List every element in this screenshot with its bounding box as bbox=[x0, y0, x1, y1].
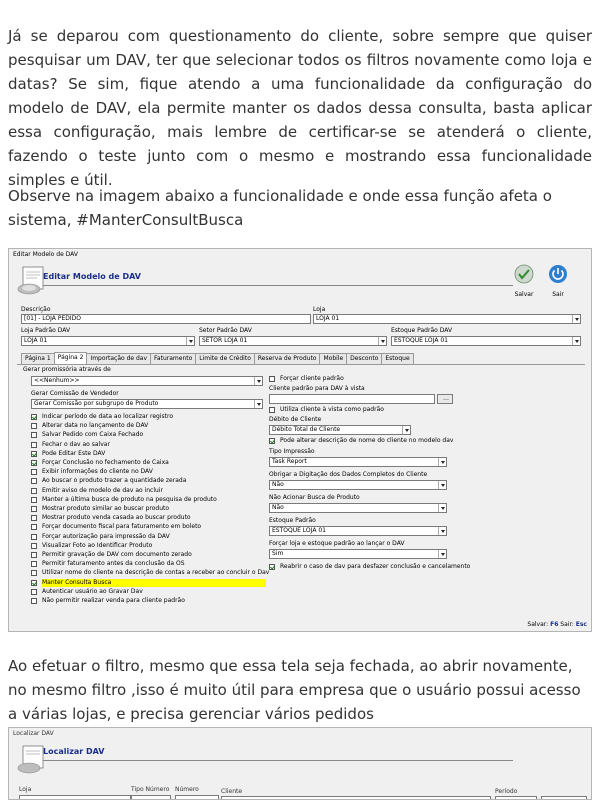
nao-acionar-label: Não Acionar Busca de Produto bbox=[269, 494, 360, 501]
forcar-cliente-label: Forçar cliente padrão bbox=[280, 375, 344, 382]
observe-paragraph: Observe na imagem abaixo a funcionalidade e onde essa função afeta o sistema, #ManterConsultBusca bbox=[8, 187, 552, 229]
tab-pagina-2[interactable]: Página 2 bbox=[54, 352, 88, 364]
estoque-padrao-right-value: ESTOQUE LOJA 01 bbox=[272, 527, 326, 534]
option-checkbox-row[interactable] bbox=[31, 580, 267, 588]
status-save-label: Salvar: bbox=[527, 621, 549, 628]
option-checkbox-label: Autenticar usuário ao Gravar Dav bbox=[42, 587, 143, 595]
forcar-loja-select[interactable] bbox=[269, 549, 447, 559]
option-checkbox-row[interactable] bbox=[31, 552, 267, 560]
chevron-down-icon bbox=[438, 527, 446, 535]
chevron-down-icon bbox=[254, 377, 262, 385]
option-checkbox-label: Utilizar nome do cliente na descrição de contas a receber ao concluir o Dav bbox=[42, 569, 270, 577]
tab-limite-credito[interactable]: Limite de Crédito bbox=[195, 353, 255, 364]
option-checkbox-row[interactable] bbox=[31, 506, 267, 514]
header-title-2: Localizar DAV bbox=[43, 747, 105, 756]
status-exit-label: Sair: bbox=[560, 621, 574, 628]
cliente-padrao-label: Cliente padrão para DAV à vista bbox=[269, 385, 365, 392]
checkbox[interactable] bbox=[31, 515, 37, 521]
checkbox[interactable] bbox=[269, 564, 275, 570]
tipo-numero-label: Tipo Número bbox=[131, 786, 170, 793]
obrigar-select[interactable] bbox=[269, 480, 447, 490]
ellipsis-button[interactable]: … bbox=[437, 394, 453, 404]
chevron-down-icon bbox=[378, 337, 386, 345]
promissoria-label: Gerar promissória através de bbox=[23, 366, 111, 373]
status-save-key: F6 bbox=[550, 621, 559, 628]
chevron-down-icon bbox=[572, 315, 580, 323]
save-icon bbox=[513, 263, 535, 285]
checkbox[interactable] bbox=[31, 552, 37, 558]
forcar-loja-value: Sim bbox=[272, 550, 284, 557]
chevron-down-icon bbox=[438, 481, 446, 489]
tab-pagina-1[interactable]: Página 1 bbox=[21, 353, 55, 364]
setor-padrao-value: SETOR LOJA 01 bbox=[202, 337, 248, 344]
forcar-cliente-checkbox[interactable] bbox=[269, 376, 505, 384]
cliente-label-2: Cliente bbox=[221, 788, 243, 795]
loja-padrao-select[interactable] bbox=[21, 336, 195, 346]
debito-value: Débito Total de Cliente bbox=[272, 426, 341, 433]
checkbox[interactable] bbox=[31, 423, 37, 429]
option-checkbox-row[interactable] bbox=[31, 478, 267, 486]
checkbox[interactable] bbox=[31, 488, 37, 494]
editar-modelo-dav-window bbox=[8, 248, 592, 632]
tab-reserva-produto[interactable]: Reserva de Produto bbox=[254, 353, 321, 364]
option-checkbox-row[interactable] bbox=[31, 497, 267, 505]
chevron-down-icon bbox=[254, 400, 262, 408]
checkbox[interactable] bbox=[31, 598, 37, 604]
window-title: Editar Modelo de DAV bbox=[13, 251, 79, 258]
chevron-down-icon bbox=[402, 426, 410, 434]
option-checkbox-row[interactable] bbox=[31, 543, 267, 551]
checkbox[interactable] bbox=[31, 460, 37, 466]
chevron-down-icon bbox=[438, 550, 446, 558]
nao-acionar-select[interactable] bbox=[269, 503, 447, 513]
estoque-padrao-right-label: Estoque Padrão bbox=[269, 517, 316, 524]
comissao-value: Gerar Comissão por subgrupo de Produto bbox=[34, 400, 159, 407]
tab-mobile[interactable]: Mobile bbox=[319, 353, 347, 364]
obrigar-label: Obrigar a Digitação dos Dados Completos do Cliente bbox=[269, 471, 428, 478]
estoque-padrao-right-select[interactable] bbox=[269, 526, 447, 536]
option-checkbox-label: Visualizar Foto ao Identificar Produto bbox=[42, 541, 153, 549]
option-checkbox-row[interactable] bbox=[31, 515, 267, 523]
checkbox[interactable] bbox=[31, 451, 37, 457]
chevron-down-icon bbox=[438, 458, 446, 466]
checkbox[interactable] bbox=[31, 534, 37, 540]
numero-label: Número bbox=[175, 786, 199, 793]
option-checkbox-label: Ao buscar o produto trazer a quantidade zerada bbox=[42, 477, 187, 485]
option-checkbox-row[interactable] bbox=[31, 423, 267, 431]
save-button[interactable] bbox=[509, 261, 539, 301]
utiliza-cliente-checkbox[interactable] bbox=[269, 407, 505, 415]
option-checkbox-label: Exibir informações do cliente no DAV bbox=[42, 468, 153, 476]
option-checkbox-label: Fechar o dav ao salvar bbox=[42, 440, 110, 448]
option-checkbox-row[interactable] bbox=[31, 414, 267, 422]
checkbox[interactable] bbox=[31, 414, 37, 420]
loja-label-2: Loja bbox=[19, 786, 32, 793]
alterar-desc-checkbox[interactable] bbox=[269, 438, 505, 446]
estoque-padrao-select[interactable] bbox=[391, 336, 581, 346]
option-checkbox-label: Manter a última busca de produto na pesquisa de produto bbox=[42, 495, 217, 503]
option-checkbox-label: Mostrar produto similar ao buscar produto bbox=[42, 505, 170, 512]
option-checkbox-label: Emitir aviso de modelo de dav ao incluir bbox=[42, 486, 163, 494]
status-exit-key: Esc bbox=[575, 621, 587, 628]
checkbox[interactable] bbox=[31, 506, 37, 512]
header-title: Editar Modelo de DAV bbox=[43, 272, 141, 281]
option-checkbox-row[interactable] bbox=[31, 442, 267, 450]
checkbox[interactable] bbox=[31, 524, 37, 530]
descricao-field[interactable]: [01] - LOJA PEDIDO bbox=[21, 314, 311, 324]
tab-importacao[interactable]: Importação de dav bbox=[86, 353, 151, 364]
header-divider-2 bbox=[43, 760, 513, 761]
checkbox[interactable] bbox=[31, 589, 37, 595]
forcar-loja-label: Forçar loja e estoque padrão ao lançar o DAV bbox=[269, 540, 405, 547]
option-checkbox-label: Manter Consulta Busca bbox=[42, 579, 266, 587]
tab-faturamento[interactable]: Faturamento bbox=[150, 353, 196, 364]
nao-acionar-value: Não bbox=[272, 504, 284, 511]
option-checkbox-label: Forçar documento fiscal para faturamento em boleto bbox=[42, 523, 202, 531]
loja-label: Loja bbox=[313, 306, 326, 313]
chevron-down-icon bbox=[186, 337, 194, 345]
checkbox[interactable] bbox=[31, 561, 37, 567]
option-checkbox-row[interactable] bbox=[31, 561, 267, 569]
tipo-impressao-value: Task Report bbox=[272, 458, 307, 465]
numero-field[interactable] bbox=[175, 795, 219, 800]
save-label: Salvar bbox=[514, 291, 534, 298]
option-checkbox-label: Forçar Conclusão no fechamento de Caixa bbox=[42, 459, 169, 466]
chevron-down-icon bbox=[438, 504, 446, 512]
exit-label: Sair bbox=[552, 291, 564, 298]
option-checkbox-row[interactable] bbox=[31, 432, 267, 440]
option-checkbox-label: Indicar período de data ao localizar registro bbox=[42, 413, 174, 420]
document-icon bbox=[15, 263, 51, 299]
debito-select[interactable] bbox=[269, 425, 411, 435]
checkbox[interactable] bbox=[31, 442, 37, 448]
option-checkbox-row[interactable] bbox=[31, 451, 267, 459]
alterar-desc-label: Pode alterar descrição de nome do cliente no modelo dav bbox=[280, 437, 454, 444]
loja-select-2[interactable] bbox=[19, 795, 131, 800]
option-checkbox-row[interactable] bbox=[31, 534, 267, 542]
header-divider bbox=[43, 285, 513, 286]
promissoria-value: <<Nenhum>> bbox=[34, 377, 80, 384]
reabrir-checkbox[interactable] bbox=[269, 564, 505, 572]
option-checkbox-row[interactable] bbox=[31, 524, 267, 532]
periodo-start-field[interactable] bbox=[495, 796, 537, 800]
periodo-label: Período bbox=[495, 788, 518, 795]
cliente-padrao-field[interactable] bbox=[269, 394, 435, 404]
option-checkbox-row[interactable] bbox=[31, 469, 267, 477]
option-checkbox-label: Permitir faturamento antes da conclusão da OS bbox=[42, 560, 185, 568]
power-icon bbox=[547, 263, 569, 285]
checkbox[interactable] bbox=[31, 543, 37, 549]
periodo-end-field[interactable] bbox=[541, 796, 587, 800]
loja-padrao-label: Loja Padrão DAV bbox=[21, 327, 71, 334]
intro-paragraph: Já se deparou com questionamento do cliente, sobre sempre que quiser pesquisar um DAV, ter que selecionar todos os filtros novamente como loja e datas? Se sim, fique atendo a uma funcionalidade da configuração do modelo de DAV, ela permite manter os dados dessa consulta, basta aplicar essa configuração, mais lembre de certificar-se se atenderá o cliente, fazendo o teste junto com o mesmo e mostrando essa funcionalidade simples e útil. bbox=[8, 27, 592, 189]
comissao-select[interactable] bbox=[31, 399, 263, 409]
chevron-down-icon bbox=[572, 337, 580, 345]
utiliza-cliente-label: Utiliza cliente à vista como padrão bbox=[280, 406, 384, 413]
estoque-padrao-label: Estoque Padrão DAV bbox=[391, 327, 453, 334]
setor-padrao-select[interactable] bbox=[199, 336, 387, 346]
checkbox[interactable] bbox=[31, 478, 37, 484]
option-checkbox-row[interactable] bbox=[31, 589, 267, 597]
tipo-numero-select[interactable] bbox=[131, 795, 171, 800]
estoque-padrao-value: ESTOQUE LOJA 01 bbox=[394, 337, 448, 344]
tab-panel bbox=[17, 364, 585, 619]
checkbox[interactable] bbox=[31, 570, 37, 576]
checkbox[interactable] bbox=[269, 376, 275, 382]
option-checkbox-label: Permitir gravação de DAV com documento zerado bbox=[42, 551, 192, 558]
filter-paragraph: Ao efetuar o filtro, mesmo que essa tela seja fechada, ao abrir novamente, no mesmo filtro ,isso é muito útil para empresa que o usuário possui acesso a várias lojas, e precisa gerenciar vários pedidos bbox=[8, 657, 581, 723]
option-checkbox-label: Mostrar produto venda casada ao buscar produto bbox=[42, 514, 191, 522]
checkbox[interactable] bbox=[31, 497, 37, 503]
localizar-dav-window bbox=[8, 727, 592, 800]
tipo-impressao-label: Tipo Impressão bbox=[269, 448, 315, 455]
option-checkbox-row[interactable] bbox=[31, 488, 267, 496]
setor-padrao-label: Setor Padrão DAV bbox=[199, 327, 252, 334]
debito-label: Débito de Cliente bbox=[269, 416, 322, 423]
checkbox[interactable] bbox=[31, 469, 37, 475]
promissoria-select[interactable] bbox=[31, 376, 263, 386]
descricao-label: Descrição bbox=[21, 306, 51, 313]
option-checkbox-row[interactable] bbox=[31, 460, 267, 468]
checkbox[interactable] bbox=[31, 432, 37, 438]
option-checkbox-row[interactable] bbox=[31, 569, 270, 578]
obrigar-value: Não bbox=[272, 481, 284, 488]
exit-button[interactable] bbox=[543, 261, 573, 301]
reabrir-label: Reabrir o caso de dav para desfazer conclusão e cancelamento bbox=[280, 563, 471, 570]
window-title-2: Localizar DAV bbox=[13, 730, 54, 737]
option-checkbox-label: Alterar data no lançamento de DAV bbox=[42, 422, 149, 430]
loja-select[interactable] bbox=[313, 314, 581, 324]
checkbox[interactable] bbox=[31, 580, 37, 586]
tab-desconto[interactable]: Desconto bbox=[346, 353, 382, 364]
option-checkbox-row[interactable] bbox=[31, 598, 267, 606]
checkbox[interactable] bbox=[269, 438, 275, 444]
cliente-field-2[interactable] bbox=[221, 796, 491, 800]
loja-value: LOJA 01 bbox=[316, 315, 340, 322]
tipo-impressao-select[interactable] bbox=[269, 457, 447, 467]
option-checkbox-label: Não permitir realizar venda para cliente padrão bbox=[42, 597, 185, 604]
option-checkbox-label: Pode Editar Este DAV bbox=[42, 449, 106, 457]
status-bar bbox=[527, 621, 587, 629]
option-checkbox-label: Salvar Pedido com Caixa Fechado bbox=[42, 431, 144, 439]
comissao-label: Gerar Comissão de Vendedor bbox=[31, 390, 119, 397]
loja-padrao-value: LOJA 01 bbox=[24, 337, 48, 344]
option-checkbox-label: Forçar autorização para impressão da DAV bbox=[42, 532, 170, 540]
checkbox[interactable] bbox=[269, 407, 275, 413]
tab-estoque[interactable]: Estoque bbox=[381, 353, 413, 364]
